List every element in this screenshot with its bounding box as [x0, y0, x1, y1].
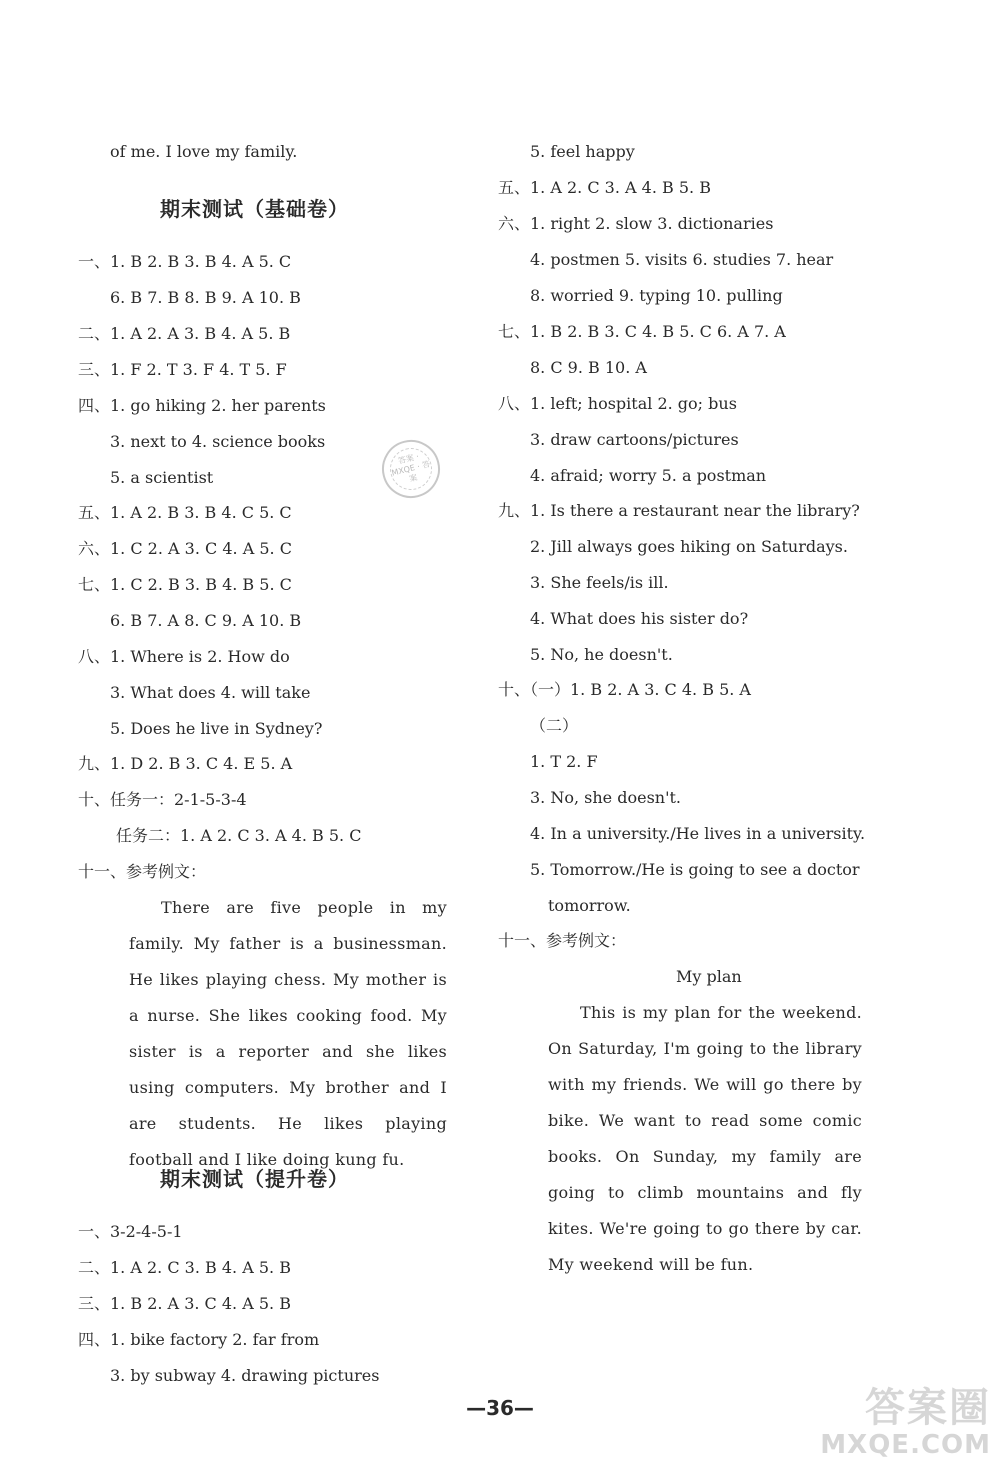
watermark-en: MXQE.COM	[820, 1430, 991, 1460]
answer-line: 3. No, she doesn't.	[530, 788, 681, 807]
answer-line: 四、1. go hiking 2. her parents	[78, 396, 326, 415]
section-heading-advanced: 期末测试（提升卷）	[160, 1167, 349, 1191]
answer-line: 4. In a university./He lives in a university.	[530, 824, 866, 843]
answer-line: 一、1. B 2. B 3. B 4. A 5. C	[78, 252, 292, 271]
answer-line: 八、1. left; hospital 2. go; bus	[498, 394, 737, 413]
answer-line: 1. T 2. F	[530, 752, 598, 771]
answer-line: 十、（一）1. B 2. A 3. C 4. B 5. A	[498, 680, 751, 699]
answer-line: 任务二：1. A 2. C 3. A 4. B 5. C	[116, 826, 362, 845]
answer-line: 8. worried 9. typing 10. pulling	[530, 286, 783, 305]
answer-line: 8. C 9. B 10. A	[530, 358, 647, 377]
watermark-cn: 答案圈	[865, 1385, 991, 1431]
seal-stamp-inner: 答案 · MXQE · 答案	[386, 444, 437, 495]
answer-line: 九、1. D 2. B 3. C 4. E 5. A	[78, 754, 293, 773]
answer-line: 十一、参考例文：	[498, 931, 627, 950]
answer-line: 二、1. A 2. C 3. B 4. A 5. B	[78, 1258, 291, 1277]
answer-line: 3. draw cartoons/pictures	[530, 430, 739, 449]
answer-line: 5. Tomorrow./He is going to see a doctor	[530, 860, 860, 879]
answer-line: 七、1. C 2. B 3. B 4. B 5. C	[78, 575, 292, 594]
seal-stamp	[376, 434, 446, 504]
answer-line: 十一、参考例文：	[78, 862, 207, 881]
answer-line: 五、1. A 2. B 3. B 4. C 5. C	[78, 503, 292, 522]
answer-line: 一、3-2-4-5-1	[78, 1222, 183, 1241]
essay-title: My plan	[676, 967, 742, 986]
answer-line: 2. Jill always goes hiking on Saturdays.	[530, 537, 848, 556]
answer-line: 4. What does his sister do?	[530, 609, 749, 628]
text-line: of me. I love my family.	[110, 142, 298, 161]
answer-line: 八、1. Where is 2. How do	[78, 647, 290, 666]
answer-line: 5. feel happy	[530, 142, 635, 161]
answer-line: 6. B 7. A 8. C 9. A 10. B	[110, 611, 302, 630]
answer-line: 5. No, he doesn't.	[530, 645, 673, 664]
answer-line: 3. by subway 4. drawing pictures	[110, 1366, 380, 1385]
sample-essay-plan: This is my plan for the weekend. On Saturday, I'm going to the library with my friends. We will go there by bike. We want to read some comic books. On Sunday, my family are going to climb mountains and fly kites. We're going to go there by car. My weekend will be fun.	[548, 1003, 862, 1274]
answer-line: 5. a scientist	[110, 468, 214, 487]
section-heading-basic: 期末测试（基础卷）	[160, 197, 349, 221]
answer-line: 五、1. A 2. C 3. A 4. B 5. B	[498, 178, 711, 197]
answer-line: 三、1. B 2. A 3. C 4. A 5. B	[78, 1294, 291, 1313]
answer-line: 二、1. A 2. A 3. B 4. A 5. B	[78, 324, 291, 343]
answer-line: 六、1. C 2. A 3. C 4. A 5. C	[78, 539, 292, 558]
answer-line: 九、1. Is there a restaurant near the library?	[498, 501, 860, 520]
answer-line: 四、1. bike factory 2. far from	[78, 1330, 320, 1349]
answer-line: tomorrow.	[548, 896, 631, 915]
answer-line: 5. Does he live in Sydney?	[110, 719, 323, 738]
answer-line: 七、1. B 2. B 3. C 4. B 5. C 6. A 7. A	[498, 322, 786, 341]
answer-line: 4. postmen 5. visits 6. studies 7. hear	[530, 250, 834, 269]
answer-line: 六、1. right 2. slow 3. dictionaries	[498, 214, 774, 233]
sample-essay-family: There are five people in my family. My father is a businessman. He likes playing chess. My mother is a nurse. She likes cooking food. My sister is a reporter and she likes using computers. My brother and I are students. He likes playing football and I like doing kung fu.	[129, 898, 447, 1169]
answer-line: 4. afraid; worry 5. a postman	[530, 466, 767, 485]
watermark-logo	[800, 1376, 995, 1466]
page-number: —36—	[466, 1396, 534, 1420]
answer-line: 十、任务一：2-1-5-3-4	[78, 790, 247, 809]
answer-line: 3. She feels/is ill.	[530, 573, 669, 592]
answer-line: 3. next to 4. science books	[110, 432, 326, 451]
answer-line: 6. B 7. B 8. B 9. A 10. B	[110, 288, 301, 307]
answer-line: 3. What does 4. will take	[110, 683, 311, 702]
answer-line: （二）	[530, 716, 579, 735]
answer-line: 三、1. F 2. T 3. F 4. T 5. F	[78, 360, 287, 379]
